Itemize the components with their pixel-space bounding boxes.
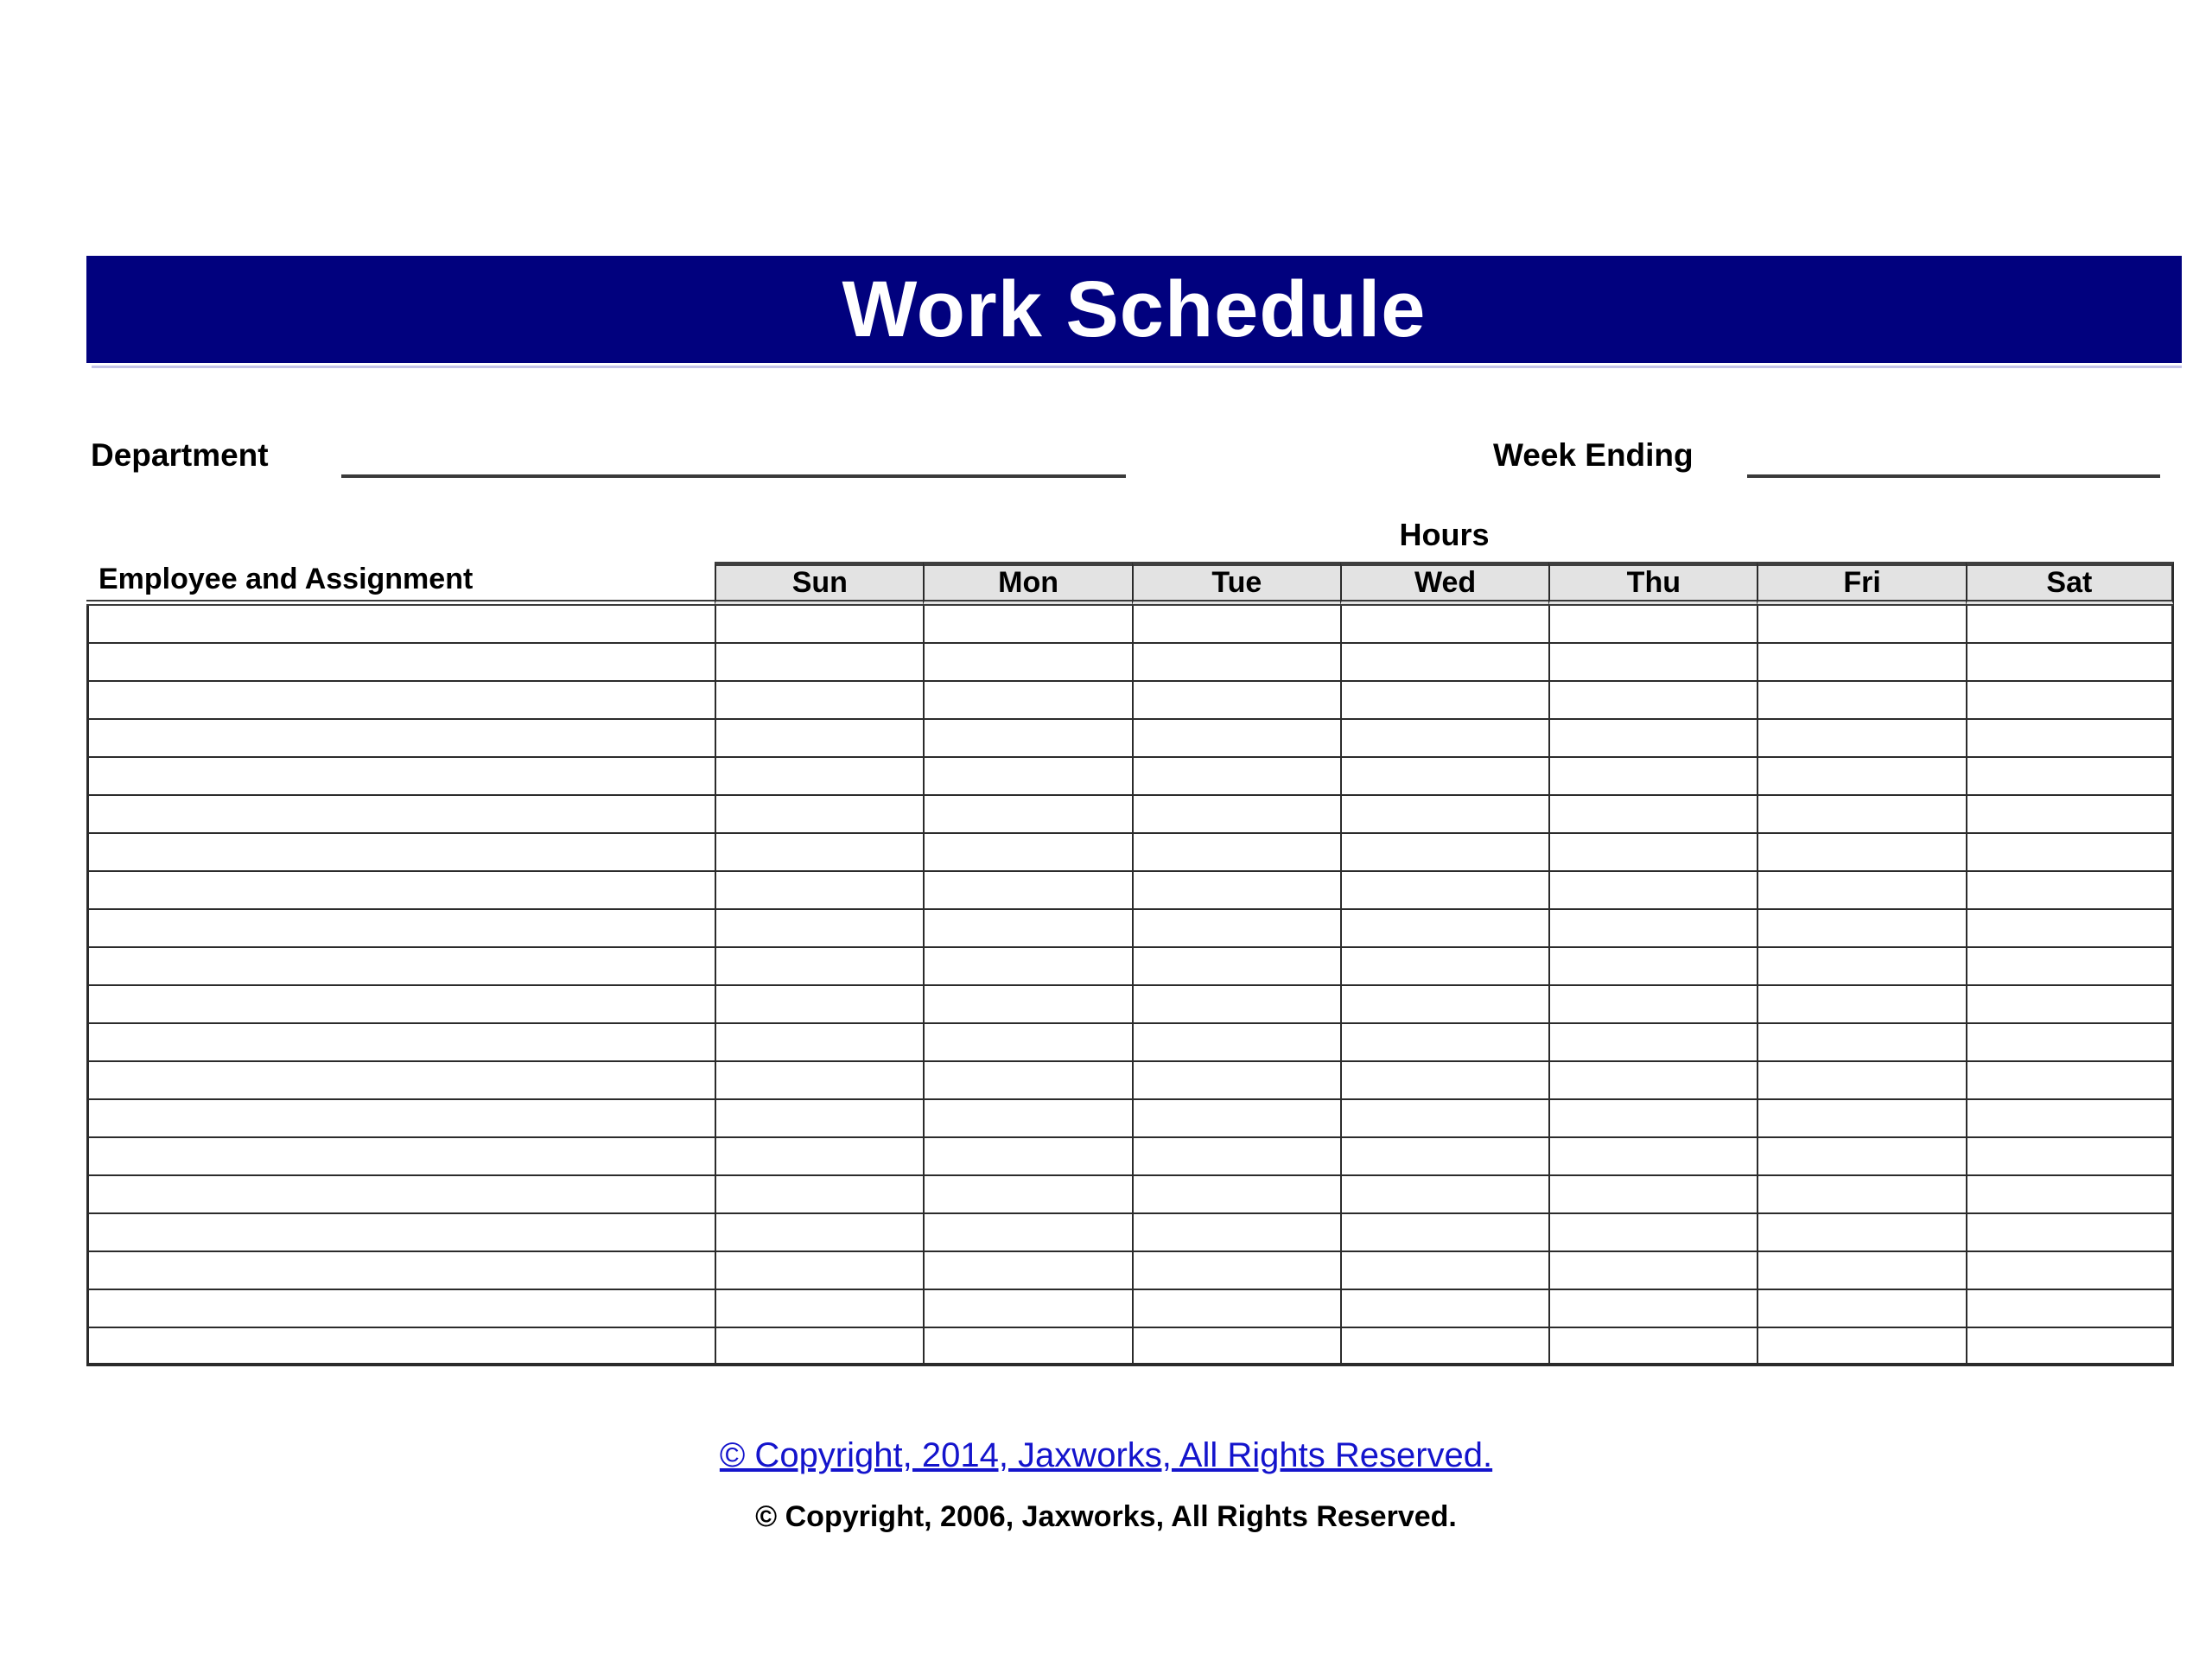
hours-cell-fri[interactable] bbox=[1757, 1328, 1965, 1366]
hours-cell-mon[interactable] bbox=[923, 1252, 1131, 1290]
hours-cell-wed[interactable] bbox=[1340, 758, 1548, 796]
hours-cell-thu[interactable] bbox=[1548, 1024, 1757, 1062]
hours-cell-sun[interactable] bbox=[715, 720, 923, 758]
hours-cell-wed[interactable] bbox=[1340, 796, 1548, 834]
week-ending-input-line[interactable] bbox=[1747, 474, 2160, 478]
title-banner bbox=[86, 256, 2182, 363]
hours-cell-fri[interactable] bbox=[1757, 910, 1965, 948]
hours-cell-wed[interactable] bbox=[1340, 910, 1548, 948]
hours-cell-sat[interactable] bbox=[1966, 872, 2174, 910]
employee-column-header: Employee and Assignment bbox=[86, 562, 715, 606]
hours-cell-fri[interactable] bbox=[1757, 948, 1965, 986]
hours-cell-mon[interactable] bbox=[923, 758, 1131, 796]
table-row bbox=[86, 606, 2174, 644]
hours-cell-fri[interactable] bbox=[1757, 1290, 1965, 1328]
hours-cell-sun[interactable] bbox=[715, 1138, 923, 1176]
hours-cell-tue[interactable] bbox=[1132, 1100, 1340, 1138]
hours-cell-mon[interactable] bbox=[923, 948, 1131, 986]
hours-cell-sat[interactable] bbox=[1966, 1176, 2174, 1214]
employee-cell[interactable] bbox=[86, 910, 715, 948]
hours-cell-wed[interactable] bbox=[1340, 606, 1548, 644]
hours-cell-mon[interactable] bbox=[923, 796, 1131, 834]
schedule-table-body bbox=[86, 606, 2174, 1366]
hours-cell-thu[interactable] bbox=[1548, 1062, 1757, 1100]
hours-cell-wed[interactable] bbox=[1340, 872, 1548, 910]
hours-cell-sun[interactable] bbox=[715, 1176, 923, 1214]
copyright-link[interactable]: © Copyright, 2014, Jaxworks, All Rights Reserved. bbox=[719, 1436, 1493, 1474]
hours-cell-mon[interactable] bbox=[923, 1328, 1131, 1366]
employee-cell[interactable] bbox=[86, 1100, 715, 1138]
hours-cell-tue[interactable] bbox=[1132, 758, 1340, 796]
hours-cell-wed[interactable] bbox=[1340, 1100, 1548, 1138]
hours-cell-mon[interactable] bbox=[923, 682, 1131, 720]
table-row bbox=[86, 872, 2174, 910]
hours-cell-fri[interactable] bbox=[1757, 1252, 1965, 1290]
employee-cell[interactable] bbox=[86, 1252, 715, 1290]
hours-cell-sat[interactable] bbox=[1966, 1024, 2174, 1062]
hours-cell-wed[interactable] bbox=[1340, 948, 1548, 986]
hours-cell-tue[interactable] bbox=[1132, 1214, 1340, 1252]
hours-cell-thu[interactable] bbox=[1548, 1138, 1757, 1176]
day-header-tue: Tue bbox=[1132, 562, 1340, 606]
hours-cell-mon[interactable] bbox=[923, 720, 1131, 758]
hours-cell-tue[interactable] bbox=[1132, 720, 1340, 758]
hours-cell-mon[interactable] bbox=[923, 1100, 1131, 1138]
day-header-fri: Fri bbox=[1757, 562, 1965, 606]
hours-cell-sun[interactable] bbox=[715, 644, 923, 682]
hours-cell-sat[interactable] bbox=[1966, 834, 2174, 872]
department-label: Department bbox=[91, 437, 269, 473]
hours-cell-thu[interactable] bbox=[1548, 872, 1757, 910]
table-header-row bbox=[86, 562, 2174, 606]
table-row bbox=[86, 1328, 2174, 1366]
hours-cell-sun[interactable] bbox=[715, 910, 923, 948]
hours-cell-thu[interactable] bbox=[1548, 1252, 1757, 1290]
hours-cell-thu[interactable] bbox=[1548, 1328, 1757, 1366]
hours-cell-sun[interactable] bbox=[715, 1252, 923, 1290]
hours-cell-sat[interactable] bbox=[1966, 644, 2174, 682]
hours-cell-fri[interactable] bbox=[1757, 720, 1965, 758]
hours-cell-wed[interactable] bbox=[1340, 1062, 1548, 1100]
employee-cell[interactable] bbox=[86, 834, 715, 872]
hours-cell-tue[interactable] bbox=[1132, 796, 1340, 834]
hours-cell-fri[interactable] bbox=[1757, 986, 1965, 1024]
hours-cell-sat[interactable] bbox=[1966, 682, 2174, 720]
hours-cell-wed[interactable] bbox=[1340, 720, 1548, 758]
employee-cell[interactable] bbox=[86, 796, 715, 834]
day-header-wed: Wed bbox=[1340, 562, 1548, 606]
hours-cell-sun[interactable] bbox=[715, 948, 923, 986]
table-row bbox=[86, 1176, 2174, 1214]
employee-cell[interactable] bbox=[86, 1062, 715, 1100]
hours-cell-fri[interactable] bbox=[1757, 834, 1965, 872]
hours-cell-thu[interactable] bbox=[1548, 682, 1757, 720]
employee-cell[interactable] bbox=[86, 872, 715, 910]
hours-cell-tue[interactable] bbox=[1132, 682, 1340, 720]
hours-cell-sat[interactable] bbox=[1966, 720, 2174, 758]
hours-cell-thu[interactable] bbox=[1548, 758, 1757, 796]
schedule-table bbox=[86, 562, 2174, 1366]
employee-cell[interactable] bbox=[86, 682, 715, 720]
hours-cell-sun[interactable] bbox=[715, 796, 923, 834]
hours-label: Hours bbox=[1399, 517, 1490, 552]
table-row bbox=[86, 1138, 2174, 1176]
hours-cell-tue[interactable] bbox=[1132, 606, 1340, 644]
hours-cell-sat[interactable] bbox=[1966, 910, 2174, 948]
day-header-mon: Mon bbox=[923, 562, 1131, 606]
employee-cell[interactable] bbox=[86, 606, 715, 644]
hours-cell-tue[interactable] bbox=[1132, 1176, 1340, 1214]
hours-cell-sat[interactable] bbox=[1966, 1252, 2174, 1290]
employee-cell[interactable] bbox=[86, 948, 715, 986]
employee-cell[interactable] bbox=[86, 644, 715, 682]
hours-cell-sat[interactable] bbox=[1966, 796, 2174, 834]
table-row bbox=[86, 834, 2174, 872]
hours-cell-mon[interactable] bbox=[923, 986, 1131, 1024]
hours-cell-sat[interactable] bbox=[1966, 1062, 2174, 1100]
hours-cell-sat[interactable] bbox=[1966, 1138, 2174, 1176]
hours-cell-mon[interactable] bbox=[923, 910, 1131, 948]
hours-cell-thu[interactable] bbox=[1548, 1176, 1757, 1214]
hours-cell-wed[interactable] bbox=[1340, 1290, 1548, 1328]
page-title: Work Schedule bbox=[842, 265, 1427, 353]
hours-cell-thu[interactable] bbox=[1548, 1100, 1757, 1138]
hours-cell-tue[interactable] bbox=[1132, 1062, 1340, 1100]
table-row bbox=[86, 986, 2174, 1024]
hours-cell-sun[interactable] bbox=[715, 1100, 923, 1138]
hours-cell-fri[interactable] bbox=[1757, 796, 1965, 834]
hours-cell-thu[interactable] bbox=[1548, 1290, 1757, 1328]
hours-cell-tue[interactable] bbox=[1132, 1290, 1340, 1328]
hours-cell-mon[interactable] bbox=[923, 1062, 1131, 1100]
table-row bbox=[86, 1062, 2174, 1100]
hours-cell-sun[interactable] bbox=[715, 986, 923, 1024]
hours-cell-fri[interactable] bbox=[1757, 644, 1965, 682]
hours-cell-wed[interactable] bbox=[1340, 1176, 1548, 1214]
table-row bbox=[86, 682, 2174, 720]
table-row bbox=[86, 910, 2174, 948]
hours-cell-mon[interactable] bbox=[923, 1290, 1131, 1328]
hours-cell-fri[interactable] bbox=[1757, 1024, 1965, 1062]
week-ending-label: Week Ending bbox=[1493, 437, 1694, 473]
table-row bbox=[86, 948, 2174, 986]
hours-cell-tue[interactable] bbox=[1132, 1138, 1340, 1176]
hours-cell-thu[interactable] bbox=[1548, 986, 1757, 1024]
table-row bbox=[86, 720, 2174, 758]
employee-cell[interactable] bbox=[86, 1328, 715, 1366]
hours-cell-sun[interactable] bbox=[715, 1214, 923, 1252]
hours-cell-fri[interactable] bbox=[1757, 682, 1965, 720]
table-row bbox=[86, 1100, 2174, 1138]
employee-cell[interactable] bbox=[86, 1214, 715, 1252]
table-row bbox=[86, 1024, 2174, 1062]
hours-cell-sat[interactable] bbox=[1966, 758, 2174, 796]
hours-cell-sun[interactable] bbox=[715, 682, 923, 720]
hours-cell-thu[interactable] bbox=[1548, 606, 1757, 644]
hours-cell-tue[interactable] bbox=[1132, 834, 1340, 872]
hours-cell-wed[interactable] bbox=[1340, 834, 1548, 872]
table-row bbox=[86, 796, 2174, 834]
hours-cell-tue[interactable] bbox=[1132, 986, 1340, 1024]
hours-cell-mon[interactable] bbox=[923, 1138, 1131, 1176]
hours-cell-sun[interactable] bbox=[715, 1328, 923, 1366]
hours-cell-wed[interactable] bbox=[1340, 682, 1548, 720]
hours-cell-sat[interactable] bbox=[1966, 1214, 2174, 1252]
table-row bbox=[86, 1214, 2174, 1252]
hours-cell-sun[interactable] bbox=[715, 1062, 923, 1100]
table-row bbox=[86, 1290, 2174, 1328]
hours-cell-sat[interactable] bbox=[1966, 948, 2174, 986]
employee-cell[interactable] bbox=[86, 1176, 715, 1214]
hours-cell-mon[interactable] bbox=[923, 834, 1131, 872]
day-header-thu: Thu bbox=[1548, 562, 1757, 606]
hours-cell-mon[interactable] bbox=[923, 1176, 1131, 1214]
day-header-sat: Sat bbox=[1966, 562, 2174, 606]
hours-cell-sun[interactable] bbox=[715, 606, 923, 644]
hours-cell-wed[interactable] bbox=[1340, 1024, 1548, 1062]
hours-cell-thu[interactable] bbox=[1548, 644, 1757, 682]
employee-cell[interactable] bbox=[86, 758, 715, 796]
hours-cell-fri[interactable] bbox=[1757, 1062, 1965, 1100]
hours-cell-sat[interactable] bbox=[1966, 606, 2174, 644]
hours-cell-sat[interactable] bbox=[1966, 1328, 2174, 1366]
day-header-sun: Sun bbox=[715, 562, 923, 606]
table-row bbox=[86, 758, 2174, 796]
hours-cell-tue[interactable] bbox=[1132, 1024, 1340, 1062]
hours-cell-wed[interactable] bbox=[1340, 644, 1548, 682]
employee-cell[interactable] bbox=[86, 986, 715, 1024]
hours-cell-tue[interactable] bbox=[1132, 872, 1340, 910]
employee-cell[interactable] bbox=[86, 1138, 715, 1176]
hours-cell-tue[interactable] bbox=[1132, 1328, 1340, 1366]
hours-cell-tue[interactable] bbox=[1132, 644, 1340, 682]
hours-cell-sat[interactable] bbox=[1966, 1100, 2174, 1138]
department-input-line[interactable] bbox=[341, 474, 1126, 478]
hours-cell-sat[interactable] bbox=[1966, 986, 2174, 1024]
hours-cell-mon[interactable] bbox=[923, 1214, 1131, 1252]
table-row bbox=[86, 1252, 2174, 1290]
hours-cell-thu[interactable] bbox=[1548, 834, 1757, 872]
hours-cell-fri[interactable] bbox=[1757, 1176, 1965, 1214]
table-row bbox=[86, 644, 2174, 682]
hours-cell-wed[interactable] bbox=[1340, 1214, 1548, 1252]
hours-cell-thu[interactable] bbox=[1548, 1214, 1757, 1252]
employee-cell[interactable] bbox=[86, 720, 715, 758]
hours-cell-tue[interactable] bbox=[1132, 910, 1340, 948]
employee-cell[interactable] bbox=[86, 1024, 715, 1062]
hours-cell-sat[interactable] bbox=[1966, 1290, 2174, 1328]
hours-cell-tue[interactable] bbox=[1132, 948, 1340, 986]
hours-cell-fri[interactable] bbox=[1757, 1100, 1965, 1138]
hours-cell-sun[interactable] bbox=[715, 834, 923, 872]
employee-cell[interactable] bbox=[86, 1290, 715, 1328]
copyright-text: © Copyright, 2006, Jaxworks, All Rights Reserved. bbox=[755, 1500, 1457, 1533]
hours-cell-mon[interactable] bbox=[923, 606, 1131, 644]
hours-cell-wed[interactable] bbox=[1340, 986, 1548, 1024]
hours-cell-sun[interactable] bbox=[715, 872, 923, 910]
hours-cell-thu[interactable] bbox=[1548, 796, 1757, 834]
hours-cell-wed[interactable] bbox=[1340, 1138, 1548, 1176]
hours-cell-mon[interactable] bbox=[923, 872, 1131, 910]
hours-cell-wed[interactable] bbox=[1340, 1252, 1548, 1290]
hours-cell-mon[interactable] bbox=[923, 644, 1131, 682]
hours-cell-sun[interactable] bbox=[715, 1024, 923, 1062]
hours-cell-fri[interactable] bbox=[1757, 758, 1965, 796]
hours-cell-sun[interactable] bbox=[715, 758, 923, 796]
hours-cell-tue[interactable] bbox=[1132, 1252, 1340, 1290]
hours-cell-fri[interactable] bbox=[1757, 1214, 1965, 1252]
hours-cell-wed[interactable] bbox=[1340, 1328, 1548, 1366]
hours-cell-fri[interactable] bbox=[1757, 1138, 1965, 1176]
hours-cell-fri[interactable] bbox=[1757, 872, 1965, 910]
hours-cell-thu[interactable] bbox=[1548, 910, 1757, 948]
hours-cell-mon[interactable] bbox=[923, 1024, 1131, 1062]
hours-cell-thu[interactable] bbox=[1548, 948, 1757, 986]
hours-cell-thu[interactable] bbox=[1548, 720, 1757, 758]
hours-cell-sun[interactable] bbox=[715, 1290, 923, 1328]
hours-cell-fri[interactable] bbox=[1757, 606, 1965, 644]
